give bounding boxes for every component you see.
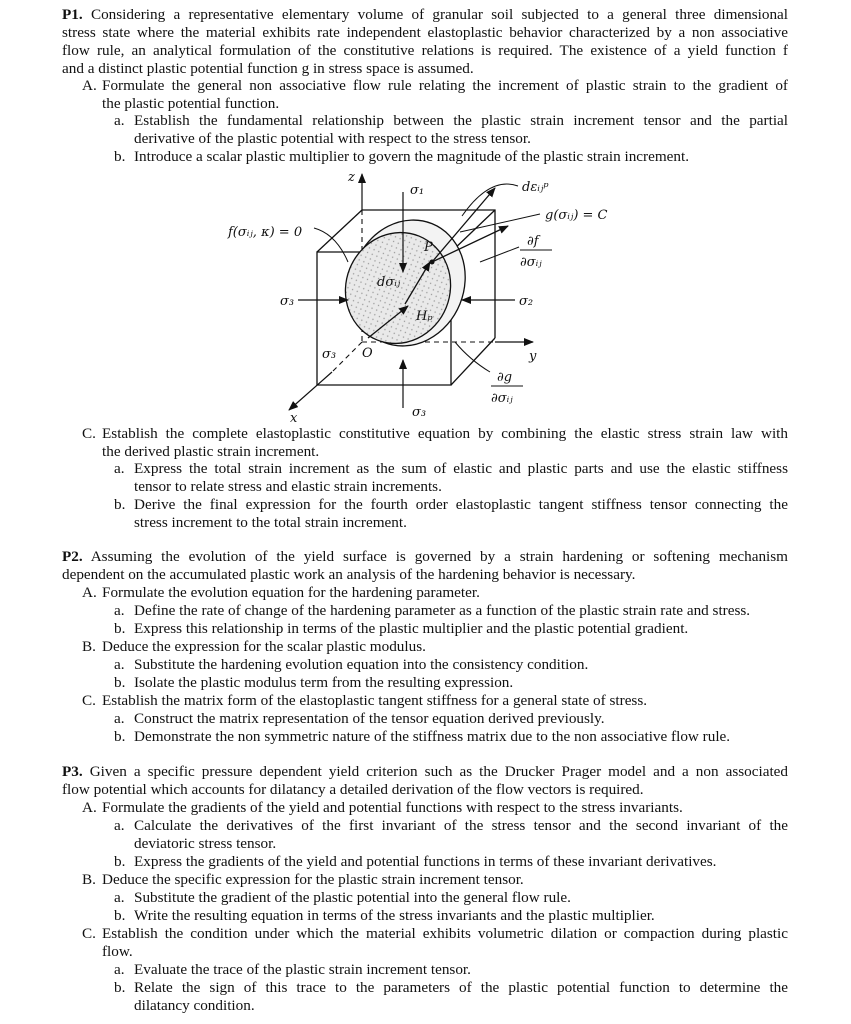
z-axis-label: z (348, 170, 355, 185)
p3-intro-line-2: flow potential which accounts for dilatancy a detailed derivation of the flow vectors is required. (62, 781, 644, 798)
p3-A-b: b. Express the gradients of the yield and potential functions in terms of these invariant derivatives. (114, 853, 717, 870)
p2-A-b: b. Express this relationship in terms of the plastic multiplier and the plastic potential gradient. (114, 620, 689, 637)
p1-A-line-1: A. Formulate the general non associative flow rule relating the increment of plastic strain to the gradient of (82, 77, 788, 94)
p1-number: P1. (62, 6, 83, 23)
p3-C-a: a. Evaluate the trace of the plastic strain increment tensor. (114, 961, 471, 978)
p1-intro-line-2: stress state where the material exhibits rate independent elastoplastic behavior characterized by a non associative (62, 24, 788, 41)
y-axis-label: y (529, 349, 537, 364)
x-axis (332, 342, 362, 372)
sigma3-inner-label: σ₃ (322, 347, 337, 362)
p1-A-a-line-2: derivative of the plastic potential with respect to the stress tensor. (134, 130, 531, 147)
df-leader (480, 247, 519, 262)
p2-intro-line-2: dependent on the accumulated plastic work an analysis of the hardening behavior is necessary. (62, 566, 636, 583)
p3-C-line-1: C. Establish the condition under which the material exhibits volumetric dilation or compaction during plastic (82, 925, 788, 942)
p2-B-b: b. Isolate the plastic modulus term from the resulting expression. (114, 674, 514, 691)
p2-A: A. Formulate the evolution equation for the hardening parameter. (82, 584, 480, 601)
dg-numerator: ∂g (497, 370, 513, 385)
point-p-label: P (424, 240, 433, 255)
p3-number: P3. (62, 763, 83, 780)
sigma3-left-label: σ₃ (280, 294, 295, 309)
p2-A-a: a. Define the rate of change of the hardening parameter as a function of the plastic strain rate and stress. (114, 602, 751, 619)
plastic-strain-increment-label: dεᵢⱼᵖ (522, 180, 549, 195)
origin-label: O (362, 346, 373, 361)
p2-B: B. Deduce the expression for the scalar plastic modulus. (82, 638, 426, 655)
p1-A-line-2: the plastic potential function. (102, 95, 280, 112)
x-axis-label: x (290, 411, 298, 426)
plastic-strain-increment-arrow (432, 188, 495, 262)
p3-A-a-line-2: deviatoric stress tensor. (134, 835, 277, 852)
df-denominator: ∂σᵢⱼ (520, 255, 542, 270)
df-numerator: ∂f (527, 234, 539, 249)
dsigma-label: dσᵢⱼ (377, 275, 401, 290)
f-label-leader (314, 228, 348, 262)
p2-C: C. Establish the matrix form of the elastoplastic tangent stiffness for a general state of stress. (82, 692, 648, 709)
sigma3-bottom-label: σ₃ (412, 405, 427, 420)
p1-intro-line-4: and a distinct plastic potential function g in stress space is assumed. (62, 60, 474, 77)
p3-C-b-line-2: dilatancy condition. (134, 997, 255, 1014)
p3-A-a-line-1: a. Calculate the derivatives of the first invariant of the stress tensor and the second invariant of the (114, 817, 788, 834)
potential-function-label: g(σᵢⱼ) = C (545, 208, 608, 223)
p1-A-b-line-1: b. Introduce a scalar plastic multiplier to govern the magnitude of the plastic strain increment. (114, 148, 690, 165)
p1-C-b-line-2: stress increment to the total strain increment. (134, 514, 407, 531)
p2-C-a: a. Construct the matrix representation of the tensor equation derived previously. (114, 710, 605, 727)
p2-number: P2. (62, 548, 83, 565)
p2-intro-line-1: P2. Assuming the evolution of the yield surface is governed by a strain hardening or softening mechanism (62, 548, 788, 565)
sigma1-label: σ₁ (410, 183, 425, 198)
p3-C-line-2: flow. (102, 943, 133, 960)
hp-label: Hₚ (416, 309, 433, 324)
p1-C-b-line-1: b. Derive the final expression for the fourth order elastoplastic tangent stiffness tensor connecting the (114, 496, 788, 513)
p1-A-a-line-1: a. Establish the fundamental relationship between the plastic strain increment tensor and the partial (114, 112, 788, 129)
p1-C-a-line-2: tensor to relate stress and elastic strain increments. (134, 478, 442, 495)
p3-B-b: b. Write the resulting equation in terms of the stress invariants and the plastic multiplier. (114, 907, 655, 924)
deps-leader (462, 184, 518, 216)
p1-C-line-2: the derived plastic strain increment. (102, 443, 320, 460)
p1-intro-line-3: flow rule, an analytical formulation of the constitutive relations is required. The existence of a yield function f (62, 42, 788, 59)
p1-C-line-1: C. Establish the complete elastoplastic constitutive equation by combining the elastic stress strain law with (82, 425, 788, 442)
p2-B-a: a. Substitute the hardening evolution equation into the consistency condition. (114, 656, 589, 673)
p3-B: B. Deduce the specific expression for the plastic strain increment tensor. (82, 871, 524, 888)
p3-intro-line-1: P3. Given a specific pressure dependent yield criterion such as the Drucker Prager model and a non associated (62, 763, 788, 780)
p2-C-b: b. Demonstrate the non symmetric nature of the stiffness matrix due to the non associative flow rule. (114, 728, 731, 745)
p1-C-a-line-1: a. Express the total strain increment as the sum of elastic and plastic parts and use the elastic stiffness (114, 460, 788, 477)
dg-leader (455, 342, 490, 372)
p3-A: A. Formulate the gradients of the yield and potential functions with respect to the stress invariants. (82, 799, 683, 816)
x-axis-arrow (289, 372, 332, 410)
p1-intro-line-1: P1. Considering a representative elementary volume of granular soil subjected to a general three dimensional (62, 6, 789, 23)
p3-B-a: a. Substitute the gradient of the plastic potential into the general flow rule. (114, 889, 571, 906)
p3-C-b-line-1: b. Relate the sign of this trace to the parameters of the plastic potential function to determine the (114, 979, 788, 996)
sigma2-label: σ₂ (519, 294, 534, 309)
dg-denominator: ∂σᵢⱼ (491, 391, 513, 406)
yield-function-label: f(σᵢⱼ, κ) = 0 (228, 225, 303, 240)
